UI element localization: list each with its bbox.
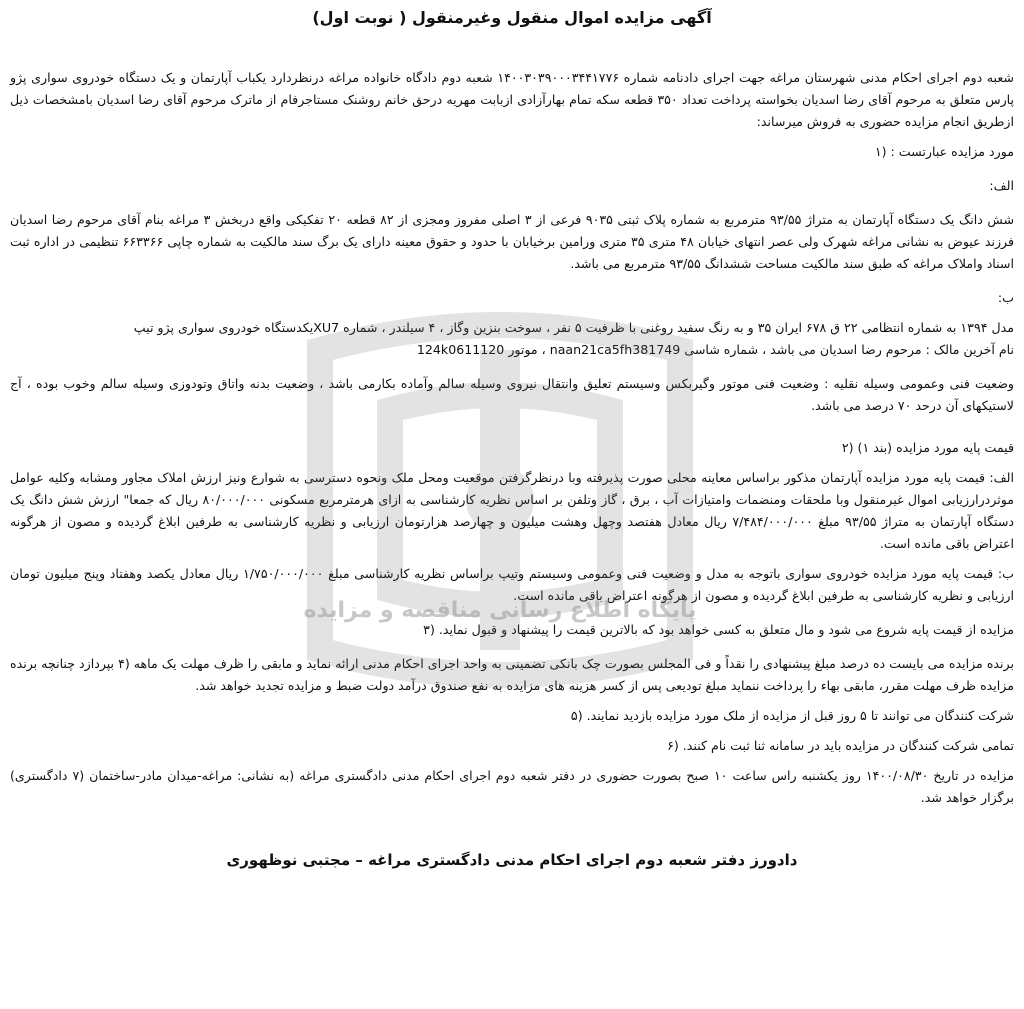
section1-alef-label: الف:	[989, 178, 1014, 193]
item-4: برنده مزایده می بایست ده درصد مبلغ پیشنهادی را نقداً و فی المجلس بصورت چک بانکی تضمینی به واحد اجرای احکام مدنی ارائه نماید و مابقی را ظرف مهلت یک ماهه (۴ بپردازد چنانچه برنده مزایده ظرف مهلت مقرر، مابقی بهاء را پرداخت ننماید مبلغ تودیعی پس از کسر هزینه های مزایده به نفع صندوق درآمد دولت ضبط و مزایده تجدید خواهد شد.	[10, 656, 1014, 693]
intro-paragraph: شعبه دوم اجرای احکام مدنی شهرستان مراغه جهت اجرای دادنامه شماره ۱۴۰۰۳۰۳۹۰۰۰۳۴۴۱۷۷۶ شعبه دوم دادگاه خانواده مراغه درنظردارد یکباب آپارتمان و یک دستگاه خودروی سواری پژو پارس متعلق به مرحوم آقای رضا اسدیان بخواسته پرداخت تعداد ۳۵۰ قطعه سکه تمام بهارآزادی ازبابت مهریه درحق خانم روشنک مستاجرفام از ماترک مرحوم آقای رضا اسدیان بامشخصات ذیل ازطریق انجام مزایده حضوری به فروش میرساند:	[10, 70, 1014, 129]
signature-line: دادورز دفتر شعبه دوم اجرای احکام مدنی دادگستری مراغه – مجتبی نوظهوری	[226, 851, 798, 869]
section1-be-label: ب:	[997, 290, 1014, 305]
notice-title: آگهی مزایده اموال منقول وغیرمنقول ( نوبت اول)	[312, 8, 712, 27]
section2-alef-text: الف: قیمت پایه مورد مزایده آپارتمان مذکور براساس معاینه محلی صورت پذیرفته وبا درنظرگرفتن موقعیت ومحل ملک ونحوه دسترسی به شوارع ونیز ارزش املاک مجاور ومشابه وکلیه عوامل موثردرارزیابی اموال غیرمنقول وبا ملحقات ومنضمات وامتیازات آب ، برق ، گاز وتلفن بر اساس نظریه کارشناسی به ازای هرمترمربع مسکونی ۸۰/۰۰۰/۰۰۰ ریال که جمعا" ارزش شش دانگ یک دستگاه آپارتمان به متراژ ۹۳/۵۵ مبلغ ۷/۴۸۴/۰۰۰/۰۰۰ ریال معادل هفتصد وچهل وهشت میلیون و چهارصد هزارتومان ارزیابی و نظریه کارشناسی به طرفین ابلاغ گردیده و مصون از هرگونه اعتراض باقی مانده است.	[10, 470, 1014, 551]
item-7: مزایده در تاریخ ۱۴۰۰/۰۸/۳۰ روز یکشنبه راس ساعت ۱۰ صبح بصورت حضوری در دفتر شعبه دوم اجرای احکام مدنی دادگستری مراغه (به نشانی: مراغه-میدان مادر-ساختمان (۷ دادگستری) برگزار خواهد شد.	[10, 768, 1014, 805]
item-3: مزایده از قیمت پایه شروع می شود و مال متعلق به کسی خواهد بود که بالاترین قیمت را پیشنهاد و قبول نماید. (۳	[423, 622, 1014, 637]
section2-heading: قیمت پایه مورد مزایده (بند ۱) (۲	[841, 440, 1014, 455]
section2-be-text: ب: قیمت پایه مورد مزایده خودروی سواری باتوجه به مدل و وضعیت فنی وعمومی وسیستم وتیپ براساس نظریه کارشناسی مبلغ ۱/۷۵۰/۰۰۰/۰۰۰ ریال معادل یکصد وهفتاد وپنج میلیون تومان ارزیابی و نظریه کارشناسی به طرفین ابلاغ گردیده و مصون از هرگونه اعتراض باقی مانده است.	[10, 566, 1014, 603]
item-5: شرکت کنندگان می توانند تا ۵ روز قبل از مزایده از ملک مورد مزایده بازدید نمایند. (۵	[570, 708, 1014, 723]
watermark-text: پایگاه اطلاع رسانی مناقصه و مزایده	[303, 598, 697, 623]
section1-be-line2: نام آخرین مالک : مرحوم رضا اسدیان می باشد ، شماره شاسی naan21ca5fh381749 ، موتور 124k0611120	[416, 342, 1014, 357]
item-6: تمامی شرکت کنندگان در مزایده باید در سامانه ثنا ثبت نام کنند. (۶	[667, 738, 1014, 753]
section1-heading: مورد مزایده عبارتست : (۱	[874, 144, 1014, 159]
section1-be-tech: وضعیت فنی وعمومی وسیله نقلیه : وضعیت فنی موتور وگیربکس وسیستم تعلیق وانتقال نیروی وسیله سالم وآماده بکارمی باشد ، وضعیت بدنه واتاق وتودوزی وسیله سالم وخوب بوده ، آج لاستیکهای آن درحد ۷۰ درصد می باشد.	[10, 376, 1014, 413]
section1-be-line1: مدل ۱۳۹۴ به شماره انتظامی ۲۲ ق ۶۷۸ ایران ۳۵ و به رنگ سفید روغنی با ظرفیت ۵ نفر ، سوخت بنزین وگاز ، ۴ سیلندر ، شماره XU7یکدستگاه خودروی سواری پژو تیپ	[133, 320, 1014, 335]
section1-alef-text: شش دانگ یک دستگاه آپارتمان به متراژ ۹۳/۵۵ مترمربع به شماره پلاک ثبتی ۹۰۳۵ فرعی از ۳ اصلی مفروز ومجزی از ۸۲ قطعه ۲۰ تفکیکی واقع دربخش ۳ مراغه بنام آقای مرحوم رضا اسدیان فرزند عیوض به نشانی مراغه شهرک ولی عصر انتهای خیابان ۴۸ متری ۳۵ متری ورامین برخیابان با حدود و حقوق معینه دارای یک برگ سند مالکیت به شماره چاپی ۶۶۳۳۶۶ تنظیمی در اداره ثبت اسناد واملاک مراغه که طبق سند مالکیت مساحت ششدانگ ۹۳/۵۵ مترمربع می باشد.	[10, 212, 1015, 271]
